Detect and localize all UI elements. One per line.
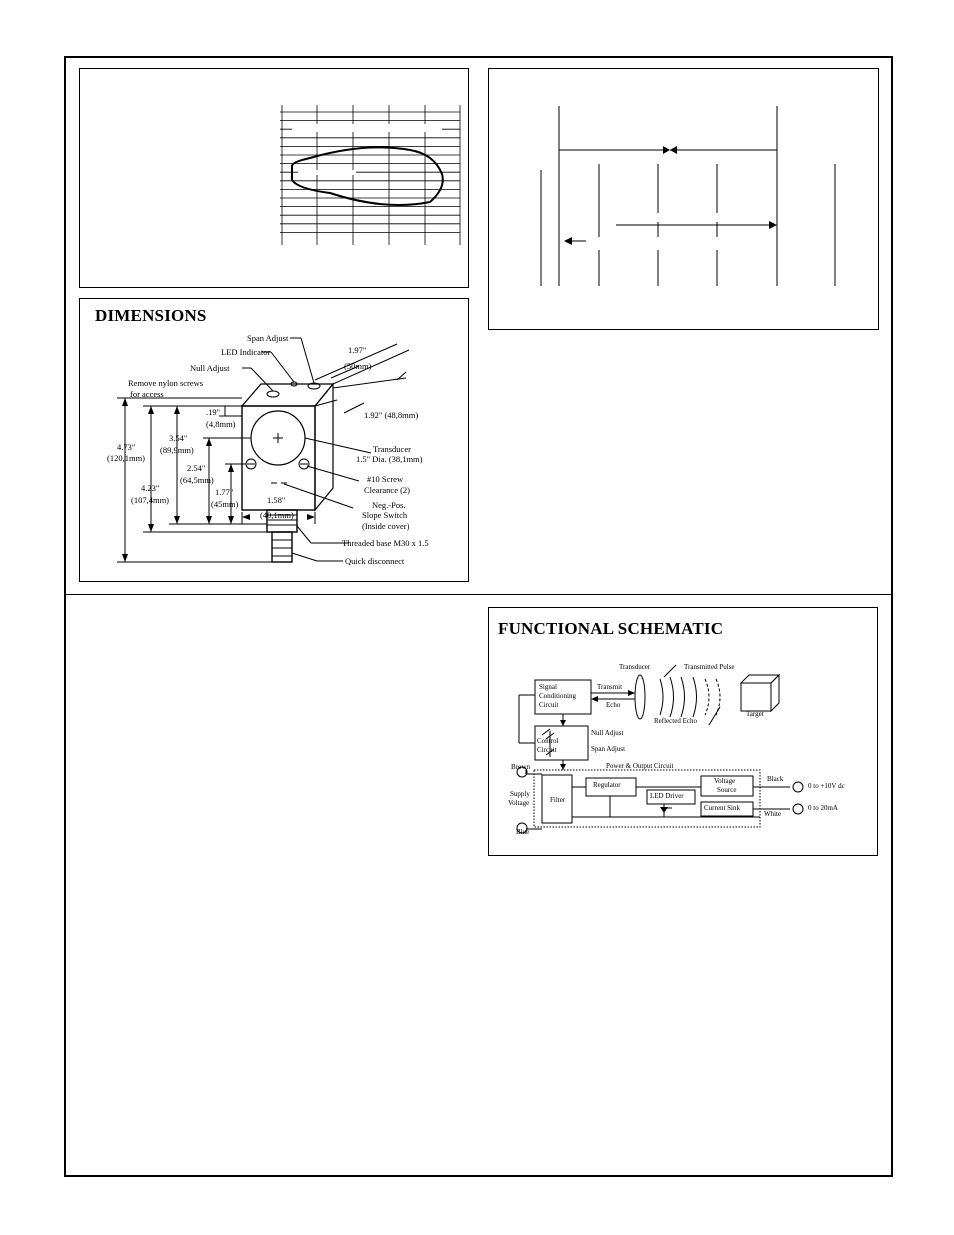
label-remove-screws-2: for access bbox=[130, 389, 164, 399]
schematic-heading: FUNCTIONAL SCHEMATIC bbox=[498, 619, 724, 638]
schem-filter: Filter bbox=[550, 796, 566, 804]
schem-signal-1: Signal bbox=[539, 683, 557, 691]
dim-4-23-in: 4.23" bbox=[141, 483, 160, 493]
range-label-band bbox=[586, 237, 743, 250]
beam-envelope bbox=[292, 147, 443, 205]
section-divider bbox=[66, 594, 891, 595]
dim-2-54-mm: (64,5mm) bbox=[180, 475, 214, 485]
label-transducer-dia: 1.5" Dia. (38,1mm) bbox=[356, 454, 423, 464]
schem-label-transducer: Transducer bbox=[619, 663, 651, 671]
label-screw-clearance: Clearance (2) bbox=[364, 485, 411, 495]
schematic-drawing bbox=[488, 607, 878, 856]
schem-signal-3: Circuit bbox=[539, 701, 559, 709]
schem-out-voltage: 0 to +10V dc bbox=[808, 782, 845, 790]
dim-1-77-in: 1.77" bbox=[215, 487, 234, 497]
label-slope-switch-2: Slope Switch bbox=[362, 510, 408, 520]
label-transducer: Transducer bbox=[373, 444, 411, 454]
dim-019-in: .19" bbox=[206, 407, 221, 417]
schem-label-transmitted-pulse: Transmitted Pulse bbox=[684, 663, 735, 671]
schem-current-sink: Current Sink bbox=[704, 804, 740, 812]
dim-4-23-mm: (107,4mm) bbox=[131, 495, 170, 505]
label-span-adjust: Span Adjust bbox=[247, 333, 289, 343]
schem-control-1: Control bbox=[537, 737, 559, 745]
dim-4-73-mm: (120,1mm) bbox=[107, 453, 146, 463]
label-screw: #10 Screw bbox=[367, 474, 404, 484]
dimensions-heading: DIMENSIONS bbox=[95, 306, 207, 325]
label-null-adjust: Null Adjust bbox=[190, 363, 230, 373]
dim-1-97-in: 1.97" bbox=[348, 345, 367, 355]
dim-019-mm: (4,8mm) bbox=[206, 419, 236, 429]
label-slope-switch-3: (Inside cover) bbox=[362, 521, 410, 531]
schem-reflected-echo: Reflected Echo bbox=[654, 717, 697, 725]
schem-voltage-2: Source bbox=[717, 786, 737, 794]
dim-3-54-in: 3.54" bbox=[169, 433, 188, 443]
label-led-indicator: LED Indicator bbox=[221, 347, 271, 357]
range-diagram bbox=[488, 68, 879, 330]
schem-supply-1: Supply bbox=[510, 790, 530, 798]
dim-1-77-mm: (45mm) bbox=[211, 499, 239, 509]
beam-label-band bbox=[298, 170, 356, 175]
beam-label-band bbox=[292, 124, 442, 132]
label-quick-disconnect: Quick disconnect bbox=[345, 556, 405, 566]
label-remove-screws: Remove nylon screws bbox=[128, 378, 204, 388]
label-slope-switch: Neg.-Pos. bbox=[372, 500, 406, 510]
schem-white: White bbox=[764, 810, 782, 818]
schem-led-driver: LED Driver bbox=[650, 792, 684, 800]
schem-out-current: 0 to 20mA bbox=[808, 804, 838, 812]
beam-pattern-chart bbox=[270, 100, 470, 255]
schem-black: Black bbox=[767, 775, 784, 783]
schem-brown: Brown bbox=[511, 763, 531, 771]
schem-target: Target bbox=[746, 710, 764, 718]
dim-1-58-mm: (40,1mm) bbox=[260, 510, 294, 520]
dim-4-73-in: 4.73" bbox=[117, 442, 136, 452]
schem-span-adjust: Span Adjust bbox=[591, 745, 626, 753]
schem-null-adjust: Null Adjust bbox=[591, 729, 624, 737]
dim-1-58-in: 1.58" bbox=[267, 495, 286, 505]
schem-blue: Blue bbox=[516, 828, 530, 836]
schem-echo: Echo bbox=[606, 701, 621, 709]
schem-transmit: Transmit bbox=[597, 683, 623, 691]
dim-1-92: 1.92" (48,8mm) bbox=[364, 410, 419, 420]
range-label-band bbox=[616, 213, 766, 222]
dim-2-54-in: 2.54" bbox=[187, 463, 206, 473]
schem-supply-2: Voltage bbox=[508, 799, 530, 807]
schem-signal-2: Conditioning bbox=[539, 692, 576, 700]
label-threaded-base: Threaded base M30 x 1.5 bbox=[342, 538, 429, 548]
schem-regulator: Regulator bbox=[593, 781, 621, 789]
schem-power-output: Power & Output Circuit bbox=[606, 762, 674, 770]
dim-1-97-mm: (50mm) bbox=[344, 361, 372, 371]
dim-3-54-mm: (89,9mm) bbox=[160, 445, 194, 455]
schem-voltage-1: Voltage bbox=[714, 777, 736, 785]
schem-control-2: Circuit bbox=[537, 746, 557, 754]
